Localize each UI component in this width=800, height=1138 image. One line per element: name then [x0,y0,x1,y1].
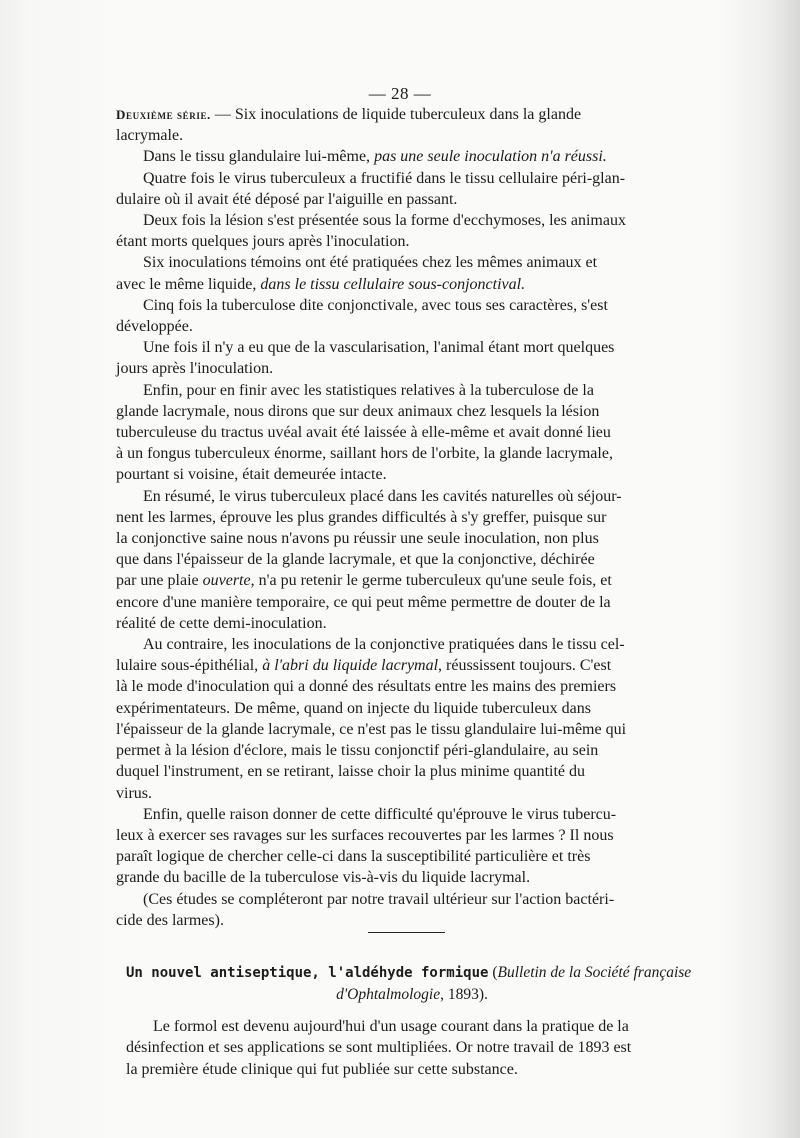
text-line: permet à la lésion d'éclore, mais le tissu conjonctif péri-glandulaire, au sein [116,742,599,760]
section-divider [368,932,445,933]
paragraph [116,486,696,634]
text-line: duquel l'instrument, en se retirant, laisse choir la plus minime quantité du [116,763,585,781]
citation-journal-cont: d'Ophtalmologie [336,986,441,1003]
emphasis: à l'abri du liquide lacrymal [262,657,439,675]
text-line: glande lacrymale, nous dirons que sur deux animaux chez lesquels la lésion [116,402,600,420]
text-line: Enfin, quelle raison donner de cette difficulté qu'éprouve le virus tubercu- [143,805,617,823]
text-line: Deux fois la lésion s'est présentée sous la forme d'ecchymoses, les animaux [143,212,626,230]
text-line: nent les larmes, éprouve les plus grandes difficultés à s'y greffer, puisque sur [116,508,607,526]
section-body [126,1016,698,1080]
text-line: Six inoculations témoins ont été pratiquées chez les mêmes animaux et [143,254,598,272]
text-line: à un fongus tuberculeux énorme, saillant hors de l'orbite, la glande lacrymale, [116,445,613,463]
text-line: — Six inoculations de liquide tuberculeux dans la glande [210,106,582,123]
page-number: — 28 — [368,84,432,103]
text-line: Quatre fois le virus tuberculeux a fructifié dans le tissu cellulaire péri-glan- [143,169,626,187]
text-line: la conjonctive saine nous n'avons pu réussir une seule inoculation, non plus [116,530,599,548]
text-line: cide des larmes). [116,911,224,929]
paragraph [116,295,696,337]
text-line: , n'a pu retenir le germe tuberculeux qu'une seule fois, et [250,572,612,590]
text-line: leux à exercer ses ravages sur les surfaces recouvertes par les larmes ? Il nous [116,826,614,844]
text-line: développée. [116,318,193,336]
paragraph [116,634,696,804]
text-line: Au contraire, les inoculations de la conjonctive pratiquées dans le tissu cel- [143,636,625,654]
text-line: là le mode d'inoculation qui a donné des résultats entre les mains des premiers [116,678,617,696]
text-line: étant morts quelques jours après l'inoculation. [116,233,410,251]
citation-year: , 1893). [440,986,488,1003]
text-line: désinfection et ses applications se sont multipliées. Or notre travail de 1893 est [126,1039,632,1057]
text-line: paraît logique de chercher celle-ci dans la susceptibilité particulière et très [116,848,591,866]
text-line: expérimentateurs. De même, quand on injecte du liquide tuberculeux dans [116,699,591,717]
text-line: grande du bacille de la tuberculose vis-à-vis du liquide lacrymal. [116,869,531,887]
section-heading [126,962,698,1006]
text-line: l'épaisseur de la glande lacrymale, ce n'est pas le tissu glandulaire lui-même qui [116,720,627,738]
paragraph [116,804,696,889]
citation-line-2 [126,984,698,1006]
text-line: la première étude clinique qui fut publiée sur cette substance. [126,1060,518,1078]
text-line: Le formol est devenu aujourd'hui d'un usage courant dans la pratique de la [153,1018,629,1035]
text-line: Dans le tissu glandulaire lui-même, [143,148,375,166]
paragraph-deuxieme-serie [116,104,696,146]
text-line: par une plaie [116,572,203,590]
paragraph [126,1016,698,1080]
text-line: Cinq fois la tuberculose dite conjonctivale, avec tous ses caractères, s'est [143,296,608,314]
citation-paren: ( [488,964,498,981]
paragraph [116,337,696,379]
text-line: (Ces études se compléteront par notre travail ultérieur sur l'action bactéri- [143,890,615,908]
paragraph [116,168,696,210]
paragraph [116,252,696,294]
text-line: que dans l'épaisseur de la glande lacrymale, et que la conjonctive, déchirée [116,551,595,569]
text-line: lacrymale. [116,127,184,145]
body-text [116,104,696,931]
text-line: dulaire où il avait été déposé par l'aiguille en passant. [116,190,458,208]
text-line: réalité de cette demi-inoculation. [116,614,327,632]
text-line: tuberculeuse du tractus uvéal avait été laissée à elle-même et avait donné lieu [116,424,611,442]
emphasis: ouverte [202,572,251,590]
text-line: jours après l'inoculation. [116,360,274,378]
text-line: , réussissent toujours. C'est [438,657,612,675]
paragraph [116,889,696,931]
citation-journal: Bulletin de la Société française [497,964,692,981]
text-line: encore d'une manière temporaire, ce qui peut même permettre de douter de la [116,593,611,611]
text-line: En résumé, le virus tuberculeux placé dans les cavités naturelles où séjour- [143,487,622,505]
text-line: lulaire sous-épithélial, [116,657,263,675]
emphasis: dans le tissu cellulaire sous-conjonctival. [260,275,526,293]
paragraph [116,146,696,167]
paragraph [116,210,696,252]
emphasis: pas une seule inoculation n'a réussi. [374,148,607,166]
text-line: Enfin, pour en finir avec les statistiques relatives à la tuberculose de la [143,381,594,399]
paragraph [116,380,696,486]
series-label: Deuxième série. [116,107,211,122]
text-line: avec le même liquide, [116,275,261,293]
section-title: Un nouvel antiseptique, l'aldéhyde formique [126,965,489,981]
text-line: pourtant si voisine, était demeurée intacte. [116,466,387,484]
text-line: virus. [116,784,152,802]
text-line: Une fois il n'y a eu que de la vascularisation, l'animal étant mort quelques [143,339,615,357]
